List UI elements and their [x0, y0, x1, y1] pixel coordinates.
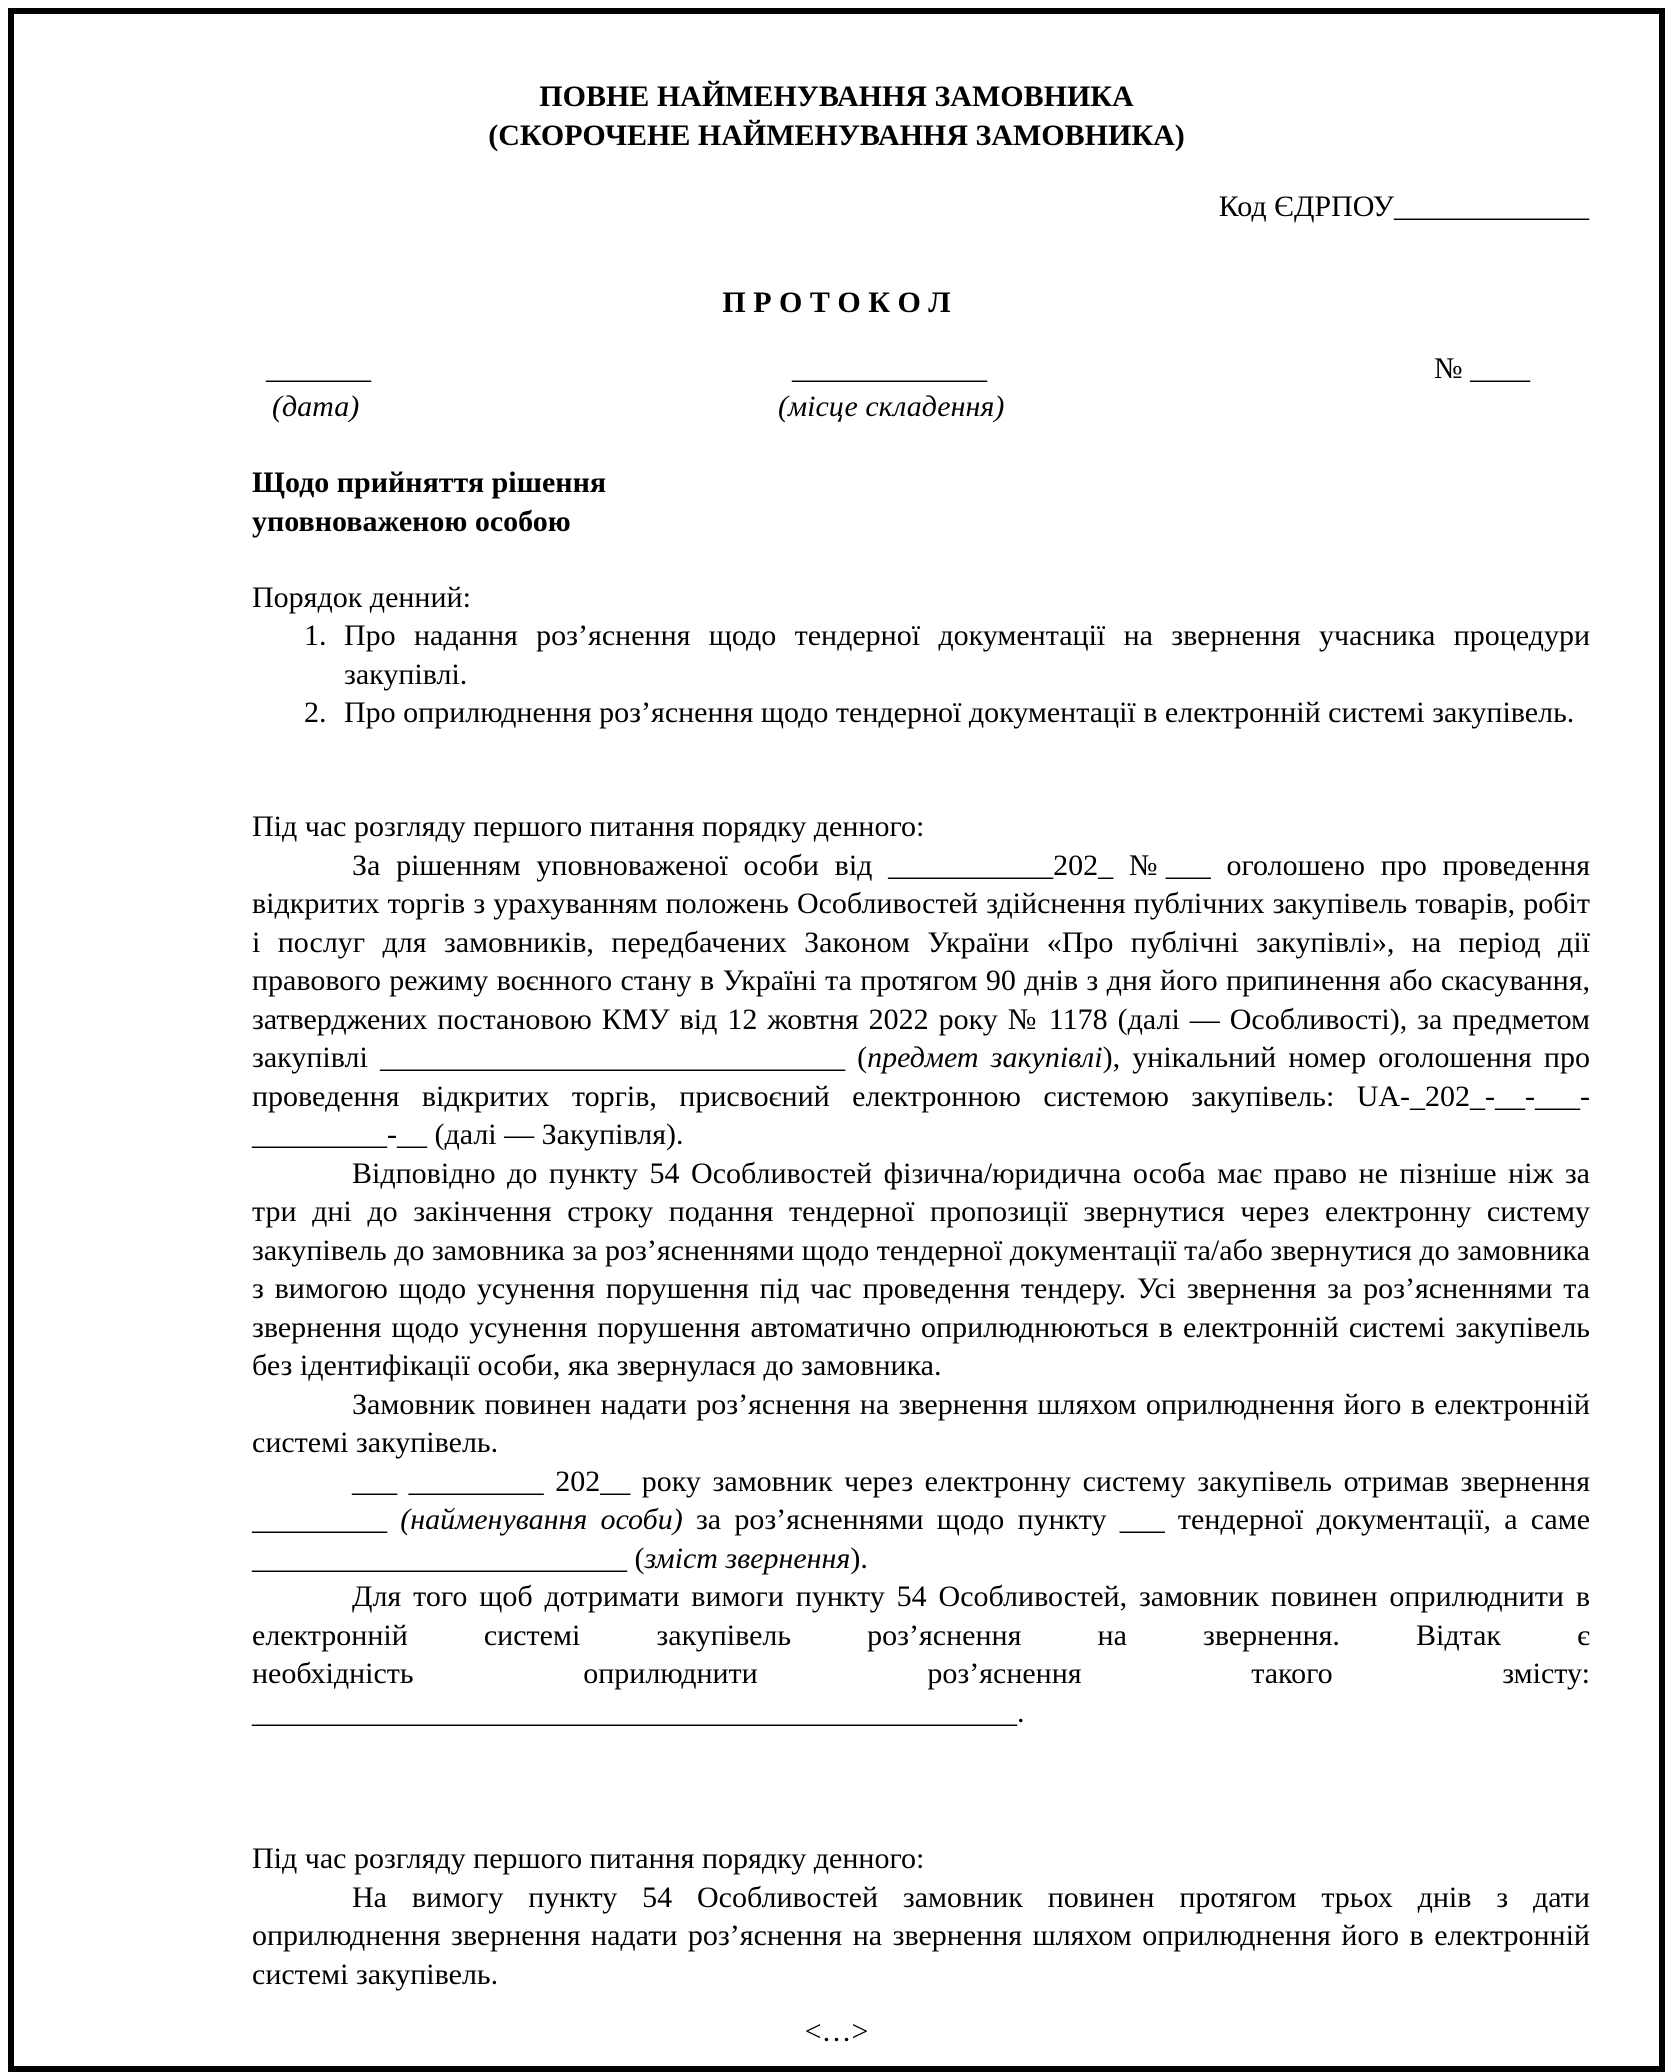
- paragraph-point-54: Відповідно до пункту 54 Особливостей фізична/юридична особа має право не пізніше ніж за три дні до закінчення строку подання тендерної пропозиції звернутися через електронну систему закупівель до замовника за роз’ясненнями щодо тендерної документації та/або звернутися до замовника з вимогою щодо усунення порушення під час проведення тендеру. Усі звернення за роз’ясненнями та звернення щодо усунення порушення автоматично оприлюднюються в електронній системі закупівель без ідентифікації особи, яка звернулася до замовника.: [252, 1156, 1590, 1382]
- paragraph-announcement: За рішенням уповноваженої особи від ___________202_ №___ оголошено про проведення відкритих торгів з урахуванням положень Особливостей здійснення публічних закупівель товарів, робіт і послуг для замовників, передбачених Законом України «Про публічні закупівлі», на період дії правового режиму воєнного стану в Україні та протягом 90 днів з дня його припинення або скасування, затверджених постановою КМУ від 12 жовтня 2022 року № 1178 (далі — Особливості), за предметом закупівлі _______________________________ (предмет закупівлі), унікальний номер оголошення про проведення відкритих торгів, присвоєний електронною системою закупівель: UA-_202_-__-___-_________-__ (далі — Закупівля).: [252, 848, 1590, 1151]
- agenda-item-text: Про оприлюднення роз’яснення щодо тендерної документації в електронній системі закупівель.: [344, 696, 1575, 729]
- paragraph-obligation: Замовник повинен надати роз’яснення на звернення шляхом оприлюднення його в електронній системі закупівель.: [252, 1387, 1590, 1459]
- document-page: [8, 8, 1665, 2072]
- customer-short-name: (СКОРОЧЕНЕ НАЙМЕНУВАННЯ ЗАМОВНИКА): [488, 119, 1185, 152]
- clarification-blank: ___________________________________________________.: [252, 1695, 1025, 1729]
- paragraph-request-received: ___ _________ 202__ року замовник через електронну систему закупівель отримав звернення _________ (найменування особи) за роз’ясненнями щодо пункту ___ тендерної документації, а саме _________________________ (зміст звернення).: [252, 1464, 1591, 1575]
- agenda-item: [252, 617, 1590, 694]
- agenda-list: [252, 617, 1590, 733]
- subject-line-2: уповноваженою особою: [252, 505, 571, 538]
- section-2-heading: Під час розгляду першого питання порядку денного:: [252, 1842, 925, 1875]
- agenda-item-number: 1.: [304, 619, 327, 652]
- paragraph-clarification: Для того щоб дотримати вимоги пункту 54 Особливостей, замовник повинен оприлюднити в електронній системі закупівель роз’яснення на звернення. Відтак є необхідність оприлюднити роз’яснення такого змісту: ___________________________________________________.: [252, 1578, 1590, 1732]
- subject-line-1: Щодо прийняття рішення: [252, 466, 607, 499]
- protocol-title: П Р О Т О К О Л: [722, 286, 951, 319]
- agenda-item-number: 2.: [304, 696, 327, 729]
- section-2: [252, 1840, 1590, 1994]
- customer-full-name: ПОВНЕ НАЙМЕНУВАННЯ ЗАМОВНИКА: [539, 80, 1134, 113]
- person-name-hint: (найменування особи): [400, 1503, 683, 1536]
- agenda-item: [252, 694, 1590, 733]
- place-blank: _____________: [792, 352, 987, 385]
- date-blank: _______: [266, 352, 371, 385]
- paragraph-deadline: На вимогу пункту 54 Особливостей замовник повинен протягом трьох днів з дати оприлюднення звернення надати роз’яснення на звернення шляхом оприлюднення його в електронній системі закупівель.: [252, 1880, 1590, 1991]
- subject-hint: предмет закупівлі: [867, 1041, 1103, 1074]
- agenda-item-text: Про надання роз’яснення щодо тендерної документації на звернення учасника процедури закупівлі.: [344, 619, 1590, 691]
- continuation-ellipsis: <…>: [804, 2015, 869, 2048]
- edrpou-code: Код ЄДРПОУ_____________: [1218, 190, 1589, 223]
- place-label: (місце складення): [778, 390, 1005, 423]
- section-1: [252, 808, 1590, 1732]
- protocol-number: № ____: [1434, 352, 1531, 385]
- clarification-spread-line: необхідність оприлюднити роз’яснення такого змісту:: [252, 1657, 1590, 1690]
- section-1-heading: Під час розгляду першого питання порядку денного:: [252, 810, 925, 843]
- date-label: (дата): [272, 390, 360, 423]
- agenda-heading: Порядок денний:: [252, 581, 471, 614]
- request-content-hint: зміст звернення: [644, 1541, 851, 1575]
